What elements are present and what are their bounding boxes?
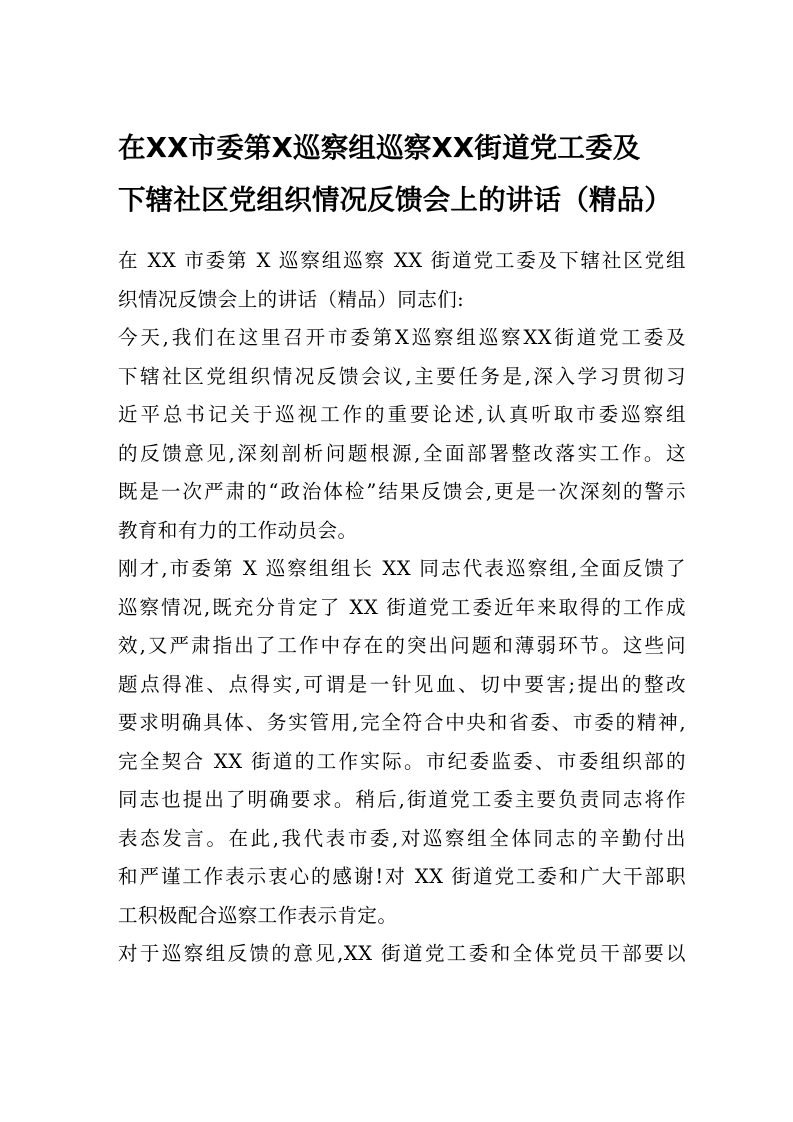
document-title [118, 122, 688, 226]
paragraph-feedback [118, 550, 686, 935]
title-line: 下辖社区党组织情况反馈会上的讲话（精品） [118, 184, 672, 216]
text-line: 完全契合 XX 街道的工作实际。市纪委监委、市委组织部的 [118, 749, 686, 773]
text-line: 巡察情况,既充分肯定了 XX 街道党工委近年来取得的工作成 [118, 595, 686, 619]
paragraph-rectification [118, 935, 686, 974]
title-line: 在XX市委第X巡察组巡察XX街道党工委及 [118, 132, 641, 164]
text-line: 对于巡察组反馈的意见,XX 街道党工委和全体党员干部要以 [118, 942, 686, 965]
text-line: 同志也提出了明确要求。稍后,街道党工委主要负责同志将作 [118, 788, 686, 811]
text-line: 教育和有力的工作动员会。 [118, 518, 358, 542]
text-line: 表态发言。在此,我代表市委,对巡察组全体同志的辛勤付出 [118, 826, 686, 850]
text-line: 下辖社区党组织情况反馈会议,主要任务是,深入学习贯彻习 [118, 364, 686, 388]
text-line: 刚才,市委第 X 巡察组组长 XX 同志代表巡察组,全面反馈了 [118, 557, 686, 580]
text-line: 今天,我们在这里召开市委第X巡察组巡察XX街道党工委及 [118, 326, 686, 349]
text-line: 题点得准、点得实,可谓是一针见血、切中要害;提出的整改 [118, 672, 686, 696]
text-line: 既是一次严肃的“政治体检”结果反馈会,更是一次深刻的警示 [118, 480, 686, 503]
document-body [118, 242, 686, 974]
text-line: 工积极配合巡察工作表示肯定。 [118, 903, 398, 927]
text-line: 在 XX 市委第 X 巡察组巡察 XX 街道党工委及下辖社区党组 [118, 249, 686, 272]
paragraph-purpose [118, 319, 686, 550]
text-line: 和严谨工作表示衷心的感谢!对 XX 街道党工委和广大干部职 [118, 865, 686, 888]
text-line: 织情况反馈会上的讲话（精品）同志们: [118, 287, 465, 311]
text-line: 的反馈意见,深刻剖析问题根源,全面部署整改落实工作。这 [118, 441, 686, 465]
paragraph-greeting [118, 242, 686, 319]
text-line: 近平总书记关于巡视工作的重要论述,认真听取市委巡察组 [118, 403, 686, 426]
text-line: 要求明确具体、务实管用,完全符合中央和省委、市委的精神, [118, 711, 686, 734]
text-line: 效,又严肃指出了工作中存在的突出问题和薄弱环节。这些问 [118, 634, 686, 657]
